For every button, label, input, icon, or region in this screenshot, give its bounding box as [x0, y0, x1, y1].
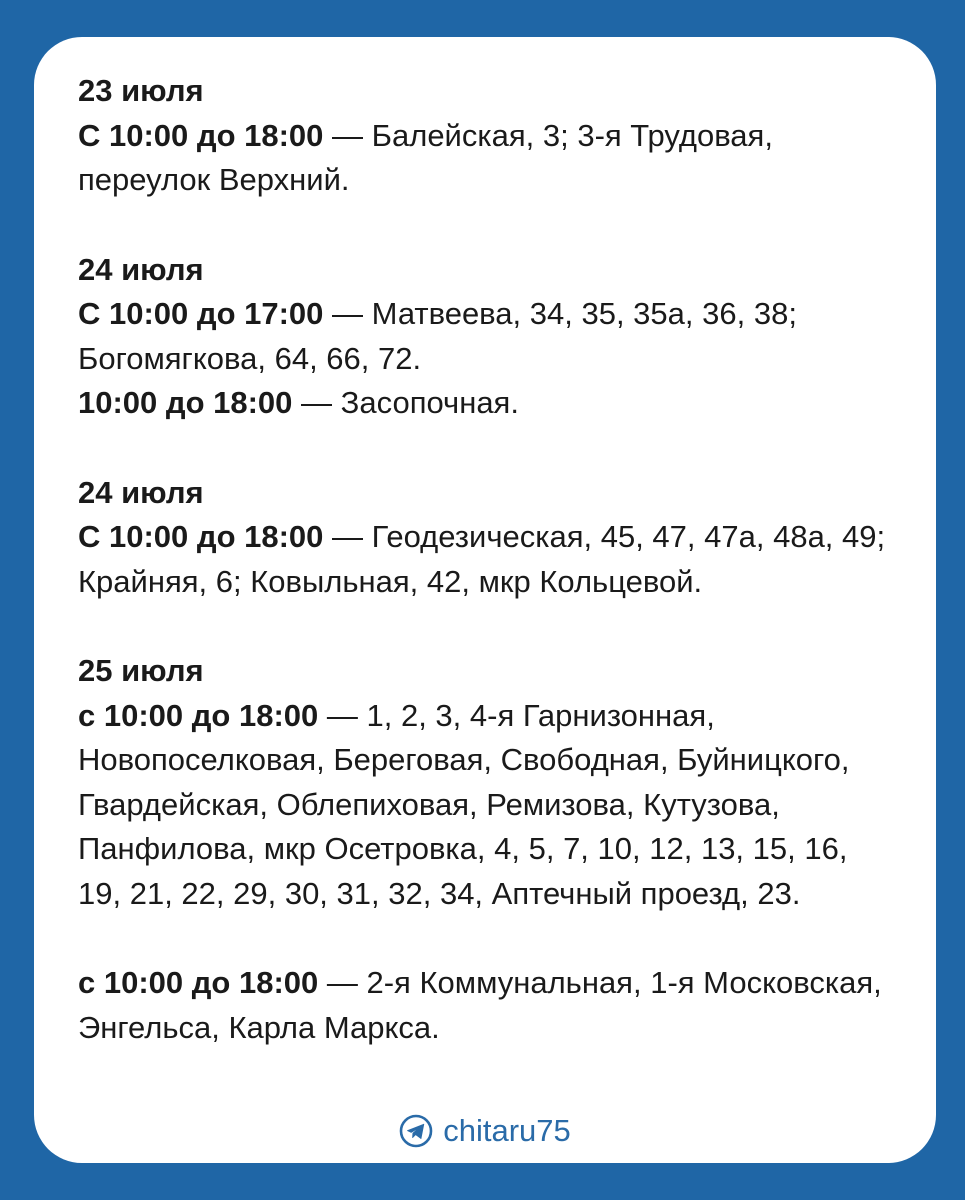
schedule-entry [78, 694, 898, 917]
channel-link[interactable] [34, 1113, 936, 1149]
schedule-card [34, 37, 936, 1163]
schedule-entry [78, 292, 898, 381]
schedule-date: 25 июля [78, 653, 204, 688]
schedule-block [78, 649, 898, 916]
schedule-time: с 10:00 до 18:00 [78, 965, 319, 1000]
schedule-time: С 10:00 до 18:00 [78, 519, 324, 554]
schedule-time: С 10:00 до 17:00 [78, 296, 324, 331]
schedule-block [78, 248, 898, 426]
channel-handle: chitaru75 [443, 1113, 571, 1148]
schedule-entry [78, 381, 898, 426]
schedule-entry [78, 961, 898, 1050]
schedule-date: 23 июля [78, 73, 204, 108]
schedule-entry [78, 114, 898, 203]
schedule-time: С 10:00 до 18:00 [78, 117, 324, 153]
schedule-addresses: — 2-я Коммунальная, 1-я Московская, Энгельса, Карла Маркса. [78, 965, 882, 1045]
schedule-block [78, 961, 898, 1050]
schedule-entry [78, 515, 898, 604]
schedule-addresses: — Геодезическая, 45, 47, 47а, 48а, 49; Крайняя, 6; Ковыльная, 42, мкр Кольцевой. [78, 519, 886, 599]
schedule-addresses: — Засопочная. [292, 385, 519, 420]
schedule-addresses: — 1, 2, 3, 4-я Гарнизонная, Новопоселковая, Береговая, Свободная, Буйницкого, Гвардейская, Облепиховая, Ремизова, Кутузова, Панфилова, мкр Осетровка, 4, 5, 7, 10, 12, 13, 15, 16, 19, 21, 22, 29, 30, 31, 32, 34, Аптечный проезд, 23. [78, 697, 850, 911]
schedule-block [78, 69, 898, 203]
schedule-content [78, 69, 898, 1050]
schedule-date: 24 июля [78, 251, 204, 287]
schedule-addresses: — Балейская, 3; 3-я Трудовая, переулок Верхний. [78, 117, 773, 197]
schedule-date: 24 июля [78, 474, 204, 510]
schedule-time: 10:00 до 18:00 [78, 385, 293, 420]
schedule-time: с 10:00 до 18:00 [78, 697, 319, 733]
telegram-icon [399, 1114, 433, 1148]
schedule-block [78, 471, 898, 605]
schedule-addresses: — Матвеева, 34, 35, 35а, 36, 38; Богомягкова, 64, 66, 72. [78, 296, 797, 376]
